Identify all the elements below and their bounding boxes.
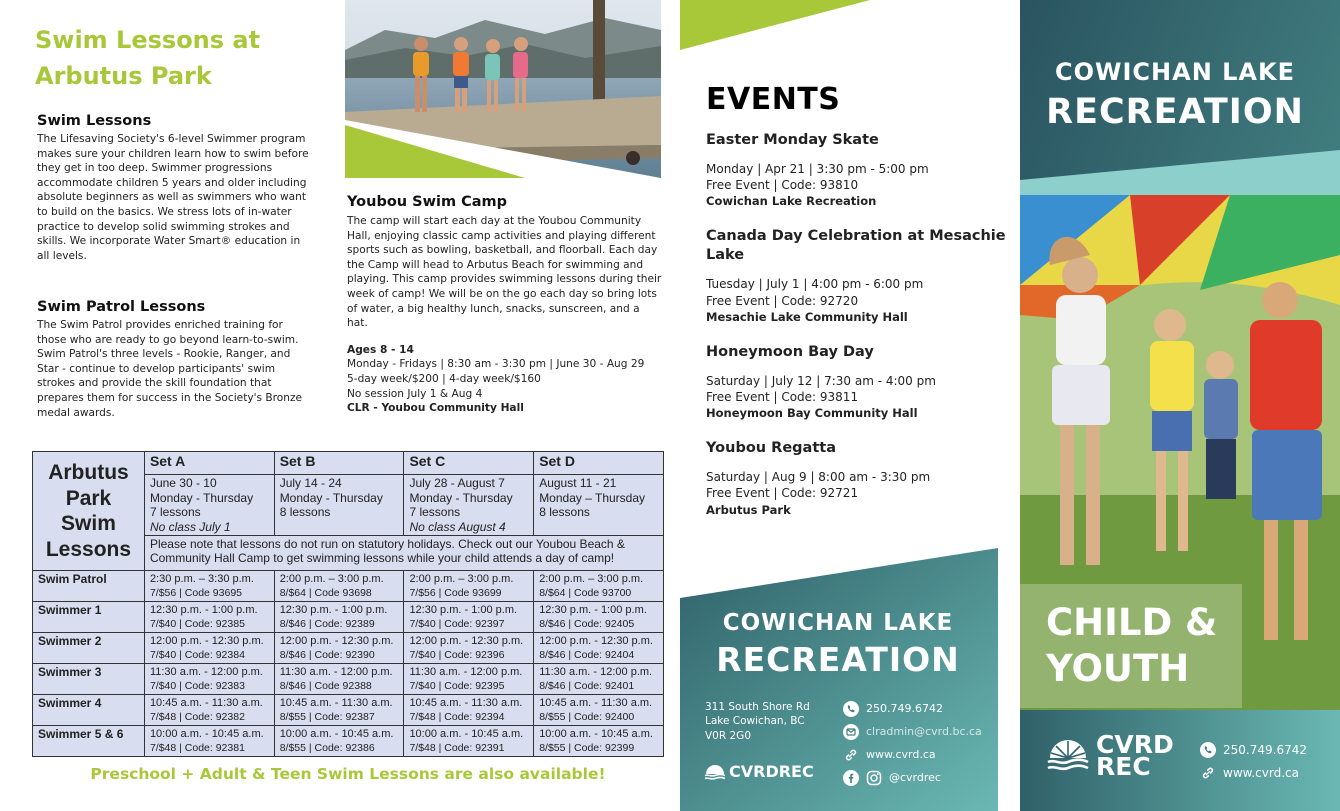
table-cell — [144, 571, 274, 602]
website: www.cvrd.ca — [866, 748, 936, 761]
cvrdrec-logo-text: CVRDREC — [729, 762, 814, 781]
cell-time: 10:00 a.m. - 10:45 a.m. — [539, 728, 653, 740]
table-cell — [534, 664, 664, 695]
child-youth-line: CHILD & — [1046, 601, 1218, 644]
swim-patrol-body: The Swim Patrol provides enriched training for those who are ready to go beyond learn-to-swim. Swim Patrol's three levels - Rookie, Ranger, and Star - continue to develop participants' swim strokes and provide the skill foundation that prepares them for success in the Society's Bronze medal awards. — [37, 319, 303, 419]
cover-line1: COWICHAN LAKE — [1055, 58, 1295, 86]
table-cell — [404, 633, 534, 664]
cell-time: 10:45 a.m. - 11:30 a.m. — [279, 697, 393, 709]
event-item — [706, 439, 1006, 517]
table-cell — [144, 633, 274, 664]
web-contact[interactable] — [843, 743, 982, 766]
cell-time: 12:00 p.m. - 12:30 p.m. — [149, 635, 264, 647]
cell-time: 12:30 p.m. - 1:00 p.m. — [409, 604, 518, 616]
event-title: Canada Day Celebration at Mesachie Lake — [706, 228, 1006, 264]
table-cell — [404, 695, 534, 726]
cell-time: 2:00 p.m. – 3:00 p.m. — [279, 573, 384, 585]
table-cell — [274, 602, 404, 633]
back-banner-line2: RECREATION — [716, 640, 960, 679]
table-cell — [534, 726, 664, 757]
camp-details — [347, 343, 662, 416]
cell-time: 12:00 p.m. - 12:30 p.m. — [279, 635, 394, 647]
table-row — [33, 664, 664, 695]
child-youth-title — [1046, 600, 1217, 692]
table-cell — [274, 571, 404, 602]
camp-ages: Ages 8 - 14 — [347, 343, 414, 356]
event-when: Tuesday | July 1 | 4:00 pm - 6:00 pm — [706, 277, 924, 292]
kids-on-dock-illustration — [345, 0, 661, 178]
cell-code: 7/$40 | Code: 92385 — [149, 618, 245, 630]
event-item — [706, 343, 1006, 421]
cell-code: 8/$46 | Code: 92405 — [539, 618, 635, 630]
cell-time: 10:00 a.m. - 10:45 a.m. — [409, 728, 524, 740]
cell-time: 12:00 p.m. - 12:30 p.m. — [409, 635, 524, 647]
cell-time: 12:30 p.m. - 1:00 p.m. — [279, 604, 388, 616]
cell-code: 7/$48 | Code: 92391 — [409, 742, 505, 754]
table-cell — [404, 602, 534, 633]
cell-code: 8/$46 | Code 92388 — [279, 680, 372, 692]
statutory-holiday-note: Please note that lessons do not run on statutory holidays. Check out our Youbou Beach & Community Hall Camp to get swimming lessons while your child attends a day of camp! — [144, 536, 663, 571]
set-count: 8 lessons — [539, 505, 590, 519]
cover-website: www.cvrd.ca — [1223, 765, 1299, 780]
event-item — [706, 131, 1006, 209]
table-cell — [534, 571, 664, 602]
table-cell — [274, 726, 404, 757]
table-row — [33, 726, 664, 757]
cell-code: 7/$56 | Code 93695 — [149, 587, 242, 599]
address-line: Lake Cowichan, BC — [705, 715, 805, 728]
link-icon — [1200, 765, 1216, 781]
cvrdrec-logo — [704, 762, 814, 781]
event-location: Cowichan Lake Recreation — [706, 194, 877, 209]
logo-bottom-text: REC — [1096, 752, 1151, 781]
set-b-info — [274, 475, 404, 536]
event-location: Mesachie Lake Community Hall — [706, 309, 908, 324]
row-label: Swimmer 5 & 6 — [33, 726, 145, 757]
camp-location: CLR - Youbou Community Hall — [347, 402, 524, 415]
cell-code: 7/$48 | Code: 92381 — [149, 742, 245, 754]
row-label: Swim Patrol — [33, 571, 145, 602]
swim-lessons-table — [32, 451, 664, 757]
youbou-body: The camp will start each day at the Youbou Community Hall, enjoying classic camp activities and playing different sports such as bowling, basketball, and floorball. Each day the Camp will head to Arbutus Beach for swimming and playing. This camp provides swimming lessons during their week of camp! We will be on the go each day so bring lots of water, a big healthy lunch, snacks, sunscreen, and a hat. — [347, 215, 662, 330]
back-banner-line1: COWICHAN LAKE — [722, 610, 954, 636]
cell-code: 7/$40 | Code: 92396 — [409, 649, 505, 661]
table-cell — [534, 633, 664, 664]
cell-time: 11:30 a.m. - 12:00 p.m. — [279, 666, 393, 678]
row-label: Swimmer 1 — [33, 602, 145, 633]
events-heading: EVENTS — [706, 82, 841, 117]
cover-contact — [1200, 738, 1307, 784]
set-dates: August 11 - 21 — [539, 476, 617, 490]
cell-time: 10:45 a.m. - 11:30 a.m. — [409, 697, 523, 709]
event-code: Free Event | Code: 93810 — [706, 178, 859, 193]
cover-web[interactable] — [1200, 761, 1307, 784]
table-cell — [404, 726, 534, 757]
event-title: Honeymoon Bay Day — [706, 343, 874, 360]
also-available-note: Preschool + Adult & Teen Swim Lessons are also available! — [90, 765, 606, 783]
table-title-line: Park — [65, 486, 112, 510]
phone-number: 250.749.6742 — [866, 702, 943, 715]
set-count: 8 lessons — [279, 505, 331, 519]
instagram-icon — [866, 770, 882, 786]
camp-schedule: Monday - Fridays | 8:30 am - 3:30 pm | June 30 - Aug 29 — [347, 358, 645, 371]
set-dates: July 14 - 24 — [279, 476, 342, 490]
cell-code: 8/$46 | Code: 92389 — [279, 618, 375, 630]
sunrise-logo-icon — [1046, 736, 1090, 776]
event-title: Easter Monday Skate — [706, 132, 879, 148]
set-dates: June 30 - 10 — [149, 476, 217, 490]
page-title: Swim Lessons at Arbutus Park — [35, 26, 261, 90]
table-row — [33, 695, 664, 726]
set-days: Monday – Thursday — [539, 490, 646, 505]
set-count: 7 lessons — [409, 505, 461, 519]
cover-phone-number: 250.749.6742 — [1223, 742, 1307, 757]
event-when: Monday | Apr 21 | 3:30 pm - 5:00 pm — [706, 162, 929, 176]
table-cell — [144, 695, 274, 726]
link-icon — [843, 747, 859, 763]
swim-lessons-section — [37, 113, 310, 263]
cell-time: 2:00 p.m. – 3:00 p.m. — [409, 573, 514, 585]
table-cell — [404, 571, 534, 602]
mailing-address — [705, 700, 810, 743]
cell-time: 11:30 a.m. - 12:00 p.m. — [539, 666, 653, 678]
cell-time: 12:30 p.m. - 1:00 p.m. — [149, 604, 258, 616]
swim-patrol-section — [37, 299, 313, 420]
cell-code: 8/$55 | Code: 92386 — [279, 742, 375, 754]
cell-code: 7/$48 | Code: 92382 — [149, 711, 245, 723]
event-title: Youbou Regatta — [706, 440, 836, 457]
set-note: No class July 1 — [149, 519, 231, 534]
contact-list — [843, 697, 982, 789]
table-cell — [274, 633, 404, 664]
event-code: Free Event | Code: 92721 — [706, 486, 859, 501]
cover-line2: RECREATION — [1046, 92, 1304, 132]
phone-icon — [1200, 742, 1216, 758]
set-d-info — [534, 475, 664, 536]
set-dates: July 28 - August 7 — [409, 476, 505, 490]
table-cell — [534, 602, 664, 633]
phone-contact[interactable] — [843, 697, 982, 720]
row-label: Swimmer 2 — [33, 633, 145, 664]
table-cell — [274, 695, 404, 726]
swim-patrol-heading: Swim Patrol Lessons — [37, 299, 206, 315]
social-handle: @cvrdrec — [889, 771, 941, 784]
cell-code: 8/$46 | Code: 92404 — [539, 649, 635, 661]
email-address: clradmin@cvrd.bc.ca — [866, 725, 982, 738]
logo-top-text: CVRD — [1096, 730, 1174, 759]
address-line: V0R 2G0 — [705, 729, 751, 742]
set-days: Monday - Thursday — [279, 490, 383, 505]
cell-code: 7/$48 | Code: 92394 — [409, 711, 505, 723]
phone-icon — [843, 701, 859, 717]
cell-code: 7/$40 | Code: 92383 — [149, 680, 245, 692]
event-item — [706, 227, 1006, 324]
event-when: Saturday | July 12 | 7:30 am - 4:00 pm — [706, 373, 936, 388]
table-title-line: Arbutus — [48, 461, 129, 484]
event-code: Free Event | Code: 92720 — [706, 293, 859, 308]
event-when: Saturday | Aug 9 | 8:00 am - 3:30 pm — [706, 470, 931, 485]
cell-time: 12:30 p.m. - 1:00 p.m. — [539, 604, 647, 616]
child-youth-line: YOUTH — [1046, 647, 1190, 690]
camp-no-session: No session July 1 & Aug 4 — [347, 387, 483, 400]
table-row — [33, 602, 664, 633]
set-a-header: Set A — [144, 452, 274, 475]
table-title-line: Swim — [61, 512, 116, 535]
cell-time: 11:30 a.m. - 12:00 p.m. — [149, 666, 263, 678]
facebook-icon — [843, 770, 859, 786]
cell-time: 10:00 a.m. - 10:45 a.m. — [149, 728, 264, 740]
youbou-camp-section — [347, 194, 662, 416]
table-title — [33, 452, 145, 571]
set-d-header: Set D — [534, 452, 664, 475]
cvrd-rec-wordmark — [1096, 730, 1174, 781]
cell-code: 8/$55 | Code: 92400 — [539, 711, 635, 723]
camp-pricing: 5-day week/$200 | 4-day week/$160 — [347, 372, 541, 385]
swim-lessons-heading: Swim Lessons — [37, 113, 152, 129]
event-location: Honeymoon Bay Community Hall — [706, 406, 918, 421]
table-title-line: Lessons — [45, 537, 132, 561]
set-note: No class August 4 — [409, 519, 506, 534]
set-b-header: Set B — [274, 452, 404, 475]
cell-time: 10:45 a.m. - 11:30 a.m. — [539, 697, 653, 709]
cell-code: 8/$55 | Code: 92387 — [279, 711, 375, 723]
cell-time: 12:00 p.m. - 12:30 p.m. — [539, 635, 653, 647]
row-label: Swimmer 4 — [33, 695, 145, 726]
cell-code: 7/$40 | Code: 92397 — [409, 618, 505, 630]
cell-code: 8/$64 | Code 93698 — [279, 587, 372, 599]
event-code: Free Event | Code: 93811 — [706, 390, 859, 405]
cell-code: 7/$56 | Code 93699 — [409, 587, 502, 599]
cover-phone[interactable] — [1200, 738, 1307, 761]
cell-code: 7/$40 | Code: 92384 — [149, 649, 245, 661]
swim-lessons-body: The Lifesaving Society's 6-level Swimmer program makes sure your children learn how to swim before they get in too deep. Swimmer progressions accommodate children 5 years and older including absolute beginners as well as swimmers who want to build on the basics. We stress lots of in-water practice to develop solid swimming strokes and skills. We incorporate Water Smart® education in all levels. — [37, 133, 309, 262]
kids-on-dock-photo — [345, 0, 661, 178]
cell-time: 2:30 p.m. – 3:30 p.m. — [149, 573, 254, 585]
email-contact[interactable] — [843, 720, 982, 743]
set-count: 7 lessons — [149, 505, 201, 519]
table-row — [33, 633, 664, 664]
set-days: Monday - Thursday — [409, 490, 513, 505]
event-location: Arbutus Park — [706, 502, 791, 517]
row-label: Swimmer 3 — [33, 664, 145, 695]
set-a-info — [144, 475, 274, 536]
cell-code: 8/$55 | Code: 92399 — [539, 742, 635, 754]
set-days: Monday - Thursday — [149, 490, 254, 505]
table-cell — [144, 664, 274, 695]
cell-code: 8/$46 | Code: 92401 — [539, 680, 635, 692]
cell-code: 8/$64 | Code 93700 — [539, 587, 632, 599]
cell-code: 8/$46 | Code: 92390 — [279, 649, 375, 661]
cell-code: 7/$40 | Code: 92395 — [409, 680, 505, 692]
youbou-heading: Youbou Swim Camp — [347, 194, 508, 210]
table-cell — [144, 602, 274, 633]
cell-time: 10:45 a.m. - 11:30 a.m. — [149, 697, 263, 709]
address-line: 311 South Shore Rd — [705, 701, 810, 713]
cvrd-rec-logo — [1046, 730, 1174, 781]
cell-time: 2:00 p.m. – 3:00 p.m. — [539, 573, 644, 585]
set-c-info — [404, 475, 534, 536]
email-icon — [843, 724, 859, 740]
social-contact[interactable] — [843, 766, 982, 789]
table-cell — [144, 726, 274, 757]
events-section — [706, 82, 1006, 536]
table-cell — [274, 664, 404, 695]
sunrise-logo-icon — [704, 763, 726, 781]
table-cell — [404, 664, 534, 695]
cell-time: 10:00 a.m. - 10:45 a.m. — [279, 728, 394, 740]
table-cell — [534, 695, 664, 726]
table-row — [33, 571, 664, 602]
set-c-header: Set C — [404, 452, 534, 475]
cell-time: 11:30 a.m. - 12:00 p.m. — [409, 666, 523, 678]
